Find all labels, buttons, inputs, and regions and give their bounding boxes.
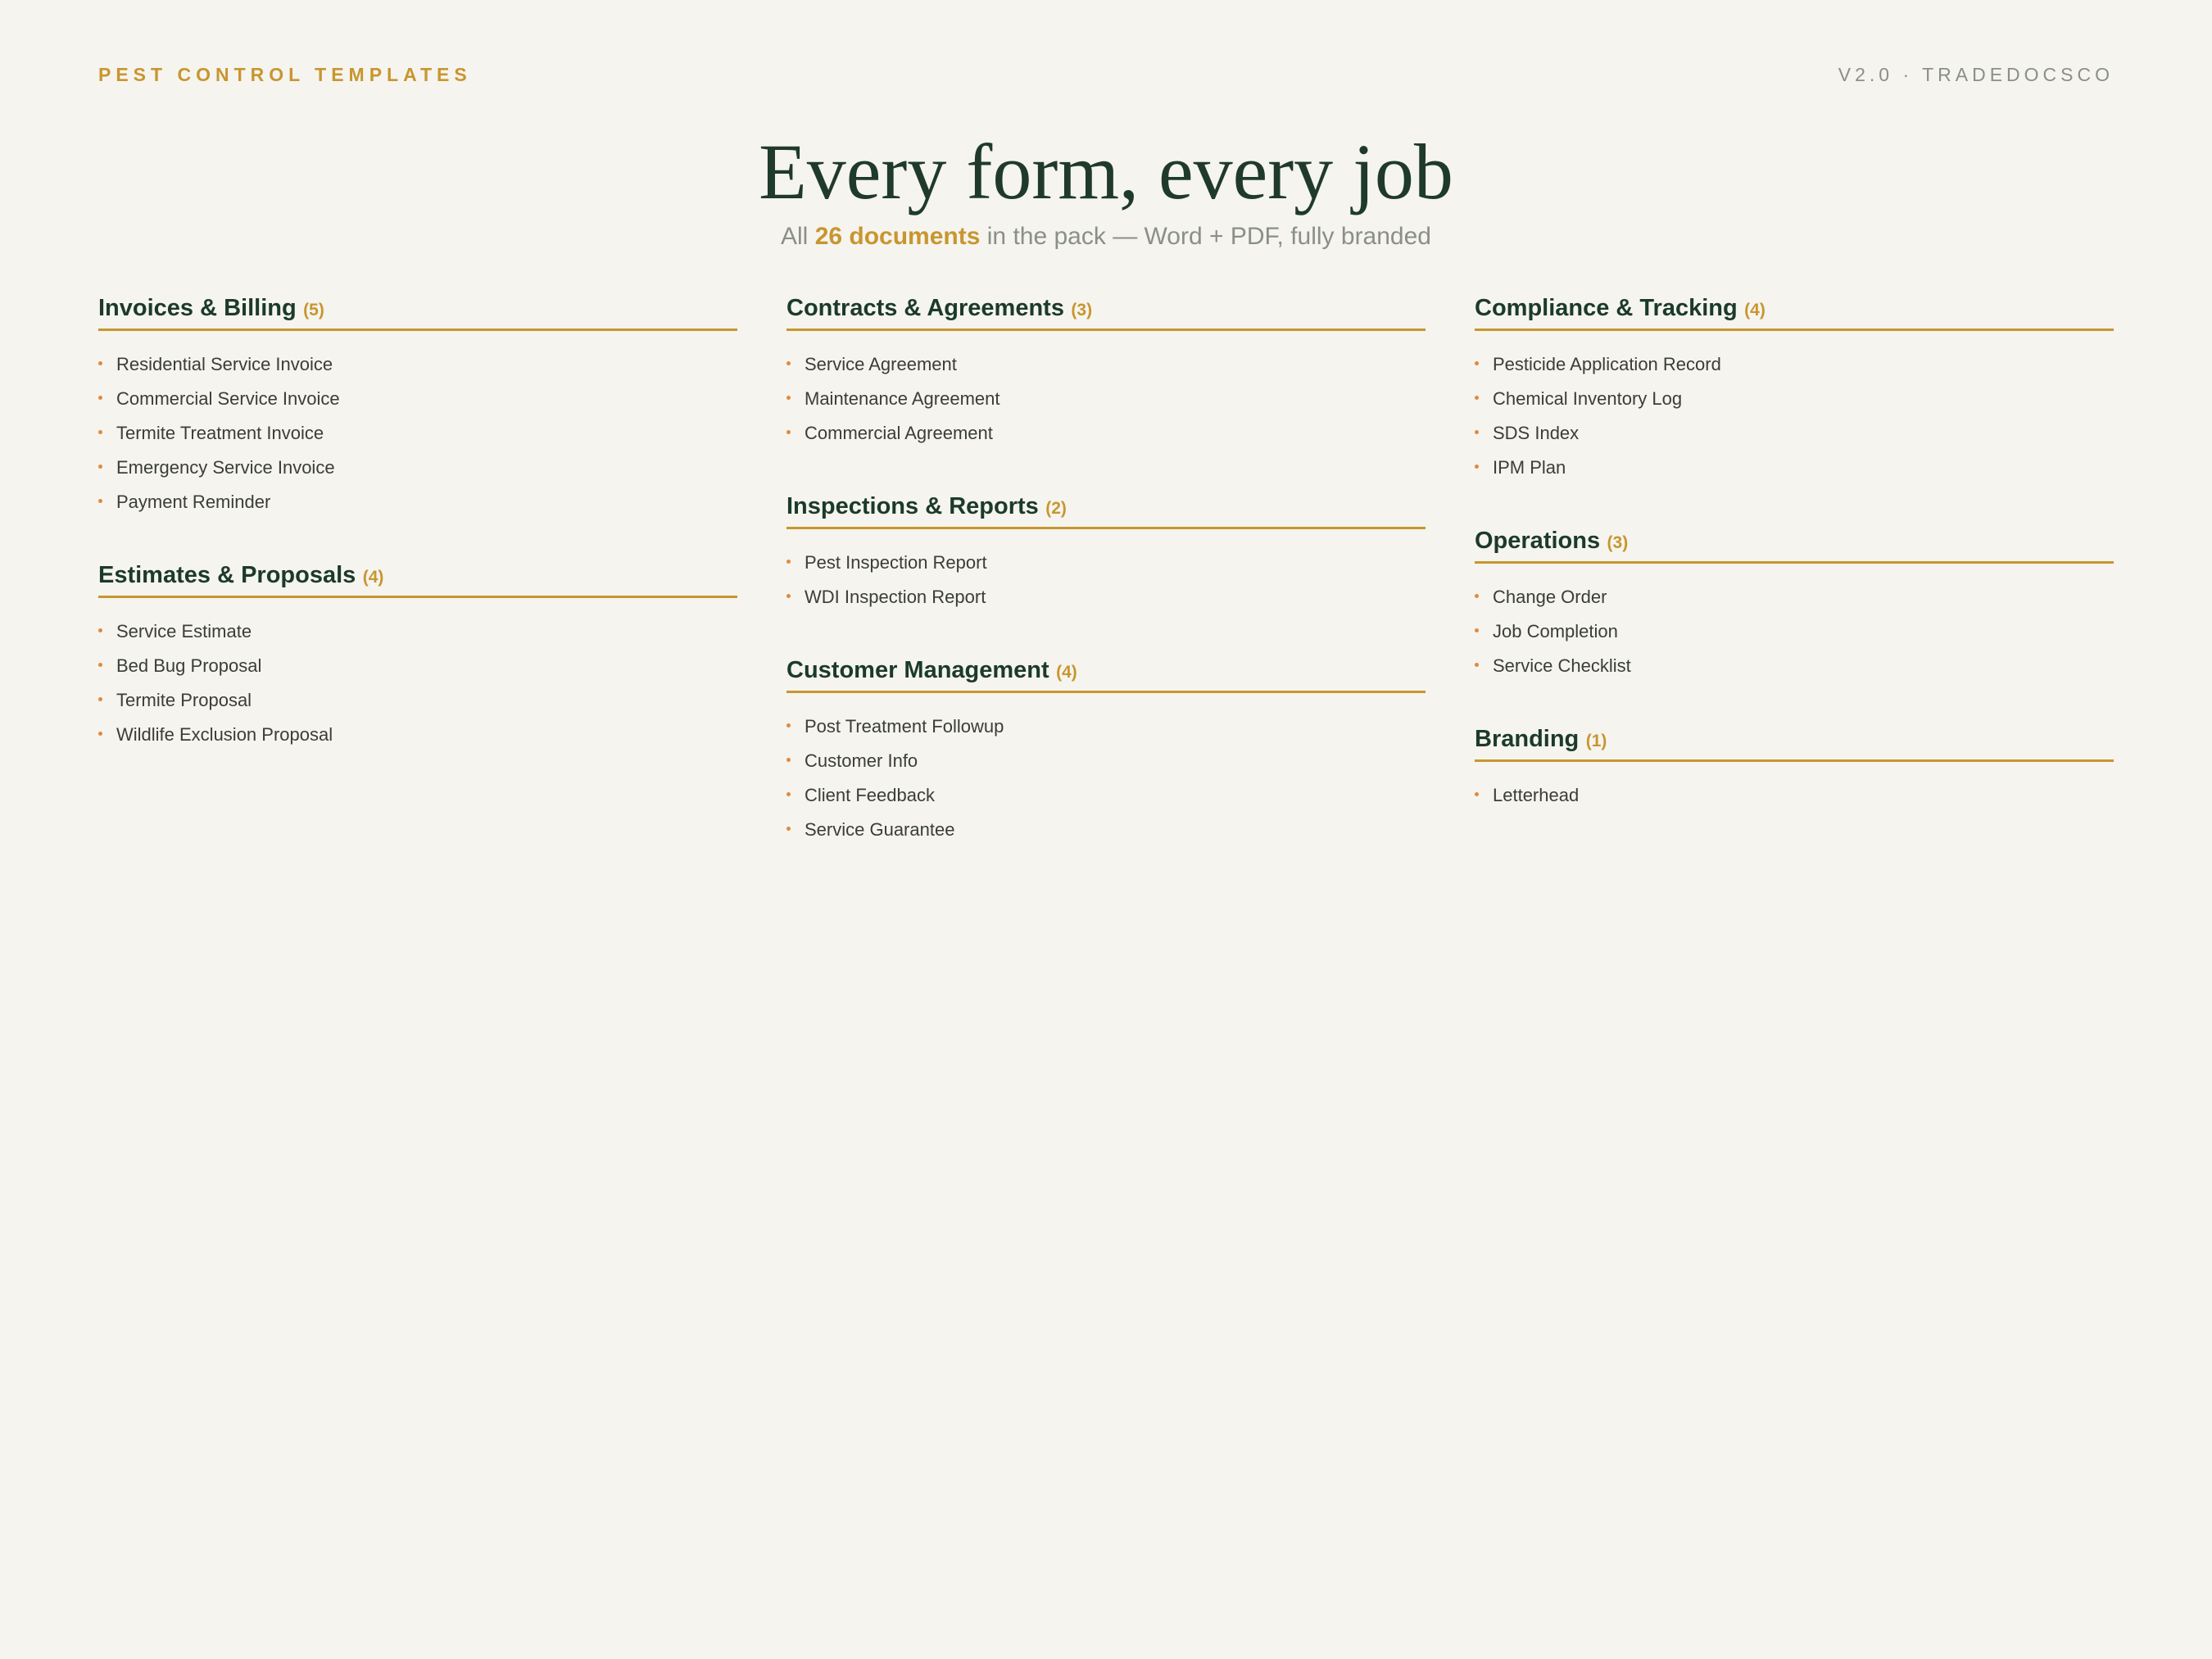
list-item-label: Chemical Inventory Log	[1493, 388, 1683, 409]
section-title: Operations	[1475, 528, 1601, 554]
list-item	[98, 649, 737, 683]
section-count: (4)	[1056, 663, 1077, 682]
bullet-icon	[98, 628, 102, 632]
list-item-label: Emergency Service Invoice	[116, 457, 335, 478]
list-item	[786, 580, 1426, 614]
hero	[0, 123, 2212, 251]
list-item-label: Commercial Service Invoice	[116, 388, 340, 409]
list-item	[98, 718, 737, 752]
bullet-icon	[1475, 594, 1479, 598]
section-header	[786, 657, 1426, 693]
list-item-label: Service Guarantee	[805, 819, 955, 840]
section-title: Contracts & Agreements	[786, 295, 1064, 321]
version-label: V2.0 · TRADEDOCSCO	[1838, 64, 2114, 85]
section-count: (2)	[1045, 499, 1067, 518]
bullet-icon	[98, 499, 102, 503]
document-list	[1475, 778, 2114, 813]
bullet-icon	[98, 465, 102, 469]
list-item	[786, 546, 1426, 580]
list-item-label: Service Agreement	[805, 354, 957, 374]
list-item	[1475, 614, 2114, 649]
section-title: Customer Management	[786, 657, 1049, 683]
section-count: (5)	[303, 301, 324, 320]
top-bar	[98, 64, 2114, 86]
bullet-icon	[1475, 465, 1479, 469]
list-item-label: Termite Treatment Invoice	[116, 423, 324, 443]
section-header	[1475, 528, 2114, 564]
category-column	[786, 295, 1426, 890]
bullet-icon	[786, 827, 791, 831]
bullet-icon	[1475, 792, 1479, 796]
category-section	[1475, 726, 2114, 813]
category-section	[786, 493, 1426, 614]
list-item-label: Pest Inspection Report	[805, 552, 987, 573]
section-title: Invoices & Billing	[98, 295, 297, 321]
list-item	[1475, 649, 2114, 683]
document-list	[786, 709, 1426, 847]
list-item	[98, 614, 737, 649]
page-title: Every form, every job	[759, 128, 1453, 215]
bullet-icon	[1475, 361, 1479, 365]
list-item	[1475, 451, 2114, 485]
category-section	[1475, 295, 2114, 485]
list-item-label: Payment Reminder	[116, 492, 271, 512]
bullet-icon	[98, 396, 102, 400]
list-item	[98, 683, 737, 718]
category-section	[786, 657, 1426, 847]
bullet-icon	[98, 732, 102, 736]
list-item-label: Termite Proposal	[116, 690, 252, 710]
bullet-icon	[786, 361, 791, 365]
document-list	[786, 347, 1426, 451]
document-list	[1475, 580, 2114, 683]
document-list	[98, 614, 737, 752]
document-list	[786, 546, 1426, 614]
list-item	[786, 416, 1426, 451]
bullet-icon	[1475, 628, 1479, 632]
bullet-icon	[98, 430, 102, 434]
bullet-icon	[98, 663, 102, 667]
category-column	[98, 295, 737, 890]
list-item-label: Job Completion	[1493, 621, 1618, 641]
section-count: (3)	[1071, 301, 1093, 320]
list-item-label: Post Treatment Followup	[805, 716, 1004, 737]
list-item-label: SDS Index	[1493, 423, 1580, 443]
list-item-label: Residential Service Invoice	[116, 354, 333, 374]
section-count: (1)	[1585, 732, 1607, 750]
list-item	[1475, 416, 2114, 451]
list-item-label: WDI Inspection Report	[805, 587, 986, 607]
section-title: Estimates & Proposals	[98, 562, 356, 588]
bullet-icon	[98, 697, 102, 701]
category-section	[98, 295, 737, 519]
list-item	[1475, 778, 2114, 813]
list-item	[786, 813, 1426, 847]
list-item-label: Service Estimate	[116, 621, 252, 641]
section-header	[786, 295, 1426, 331]
list-item	[786, 709, 1426, 744]
list-item	[1475, 382, 2114, 416]
list-item-label: Pesticide Application Record	[1493, 354, 1721, 374]
list-item	[786, 778, 1426, 813]
section-count: (4)	[362, 568, 384, 587]
list-item-label: Service Checklist	[1493, 655, 1631, 676]
section-title: Inspections & Reports	[786, 493, 1039, 519]
list-item	[98, 485, 737, 519]
document-list	[1475, 347, 2114, 485]
list-item	[786, 744, 1426, 778]
list-item-label: Commercial Agreement	[805, 423, 993, 443]
list-item	[98, 416, 737, 451]
bullet-icon	[1475, 396, 1479, 400]
list-item-label: IPM Plan	[1493, 457, 1566, 478]
bullet-icon	[786, 723, 791, 728]
category-section	[1475, 528, 2114, 683]
section-header	[98, 295, 737, 331]
subtitle-prefix: All	[781, 223, 809, 250]
list-item-label: Change Order	[1493, 587, 1607, 607]
list-item	[1475, 347, 2114, 382]
page-subtitle	[0, 223, 2212, 251]
category-columns	[98, 295, 2114, 890]
bullet-icon	[786, 396, 791, 400]
bullet-icon	[786, 594, 791, 598]
brand-label: PEST CONTROL TEMPLATES	[98, 64, 472, 85]
list-item-label: Maintenance Agreement	[805, 388, 1000, 409]
category-section	[786, 295, 1426, 451]
section-header	[1475, 295, 2114, 331]
subtitle-suffix: in the pack — Word + PDF, fully branded	[986, 223, 1431, 250]
bullet-icon	[1475, 663, 1479, 667]
list-item-label: Wildlife Exclusion Proposal	[116, 724, 333, 745]
category-column	[1475, 295, 2114, 890]
bullet-icon	[786, 792, 791, 796]
bullet-icon	[786, 430, 791, 434]
bullet-icon	[786, 758, 791, 762]
list-item-label: Customer Info	[805, 750, 918, 771]
document-list	[98, 347, 737, 519]
section-header	[98, 562, 737, 598]
list-item-label: Letterhead	[1493, 785, 1580, 805]
section-header	[786, 493, 1426, 529]
list-item	[98, 382, 737, 416]
category-section	[98, 562, 737, 752]
section-header	[1475, 726, 2114, 762]
list-item	[1475, 580, 2114, 614]
list-item-label: Bed Bug Proposal	[116, 655, 262, 676]
section-title: Compliance & Tracking	[1475, 295, 1738, 321]
section-title: Branding	[1475, 726, 1580, 752]
document-count: 26 documents	[814, 223, 981, 250]
bullet-icon	[786, 560, 791, 564]
bullet-icon	[98, 361, 102, 365]
list-item	[98, 451, 737, 485]
list-item	[786, 382, 1426, 416]
list-item	[786, 347, 1426, 382]
list-item-label: Client Feedback	[805, 785, 935, 805]
section-count: (4)	[1744, 301, 1766, 320]
list-item	[98, 347, 737, 382]
section-count: (3)	[1607, 533, 1629, 552]
bullet-icon	[1475, 430, 1479, 434]
